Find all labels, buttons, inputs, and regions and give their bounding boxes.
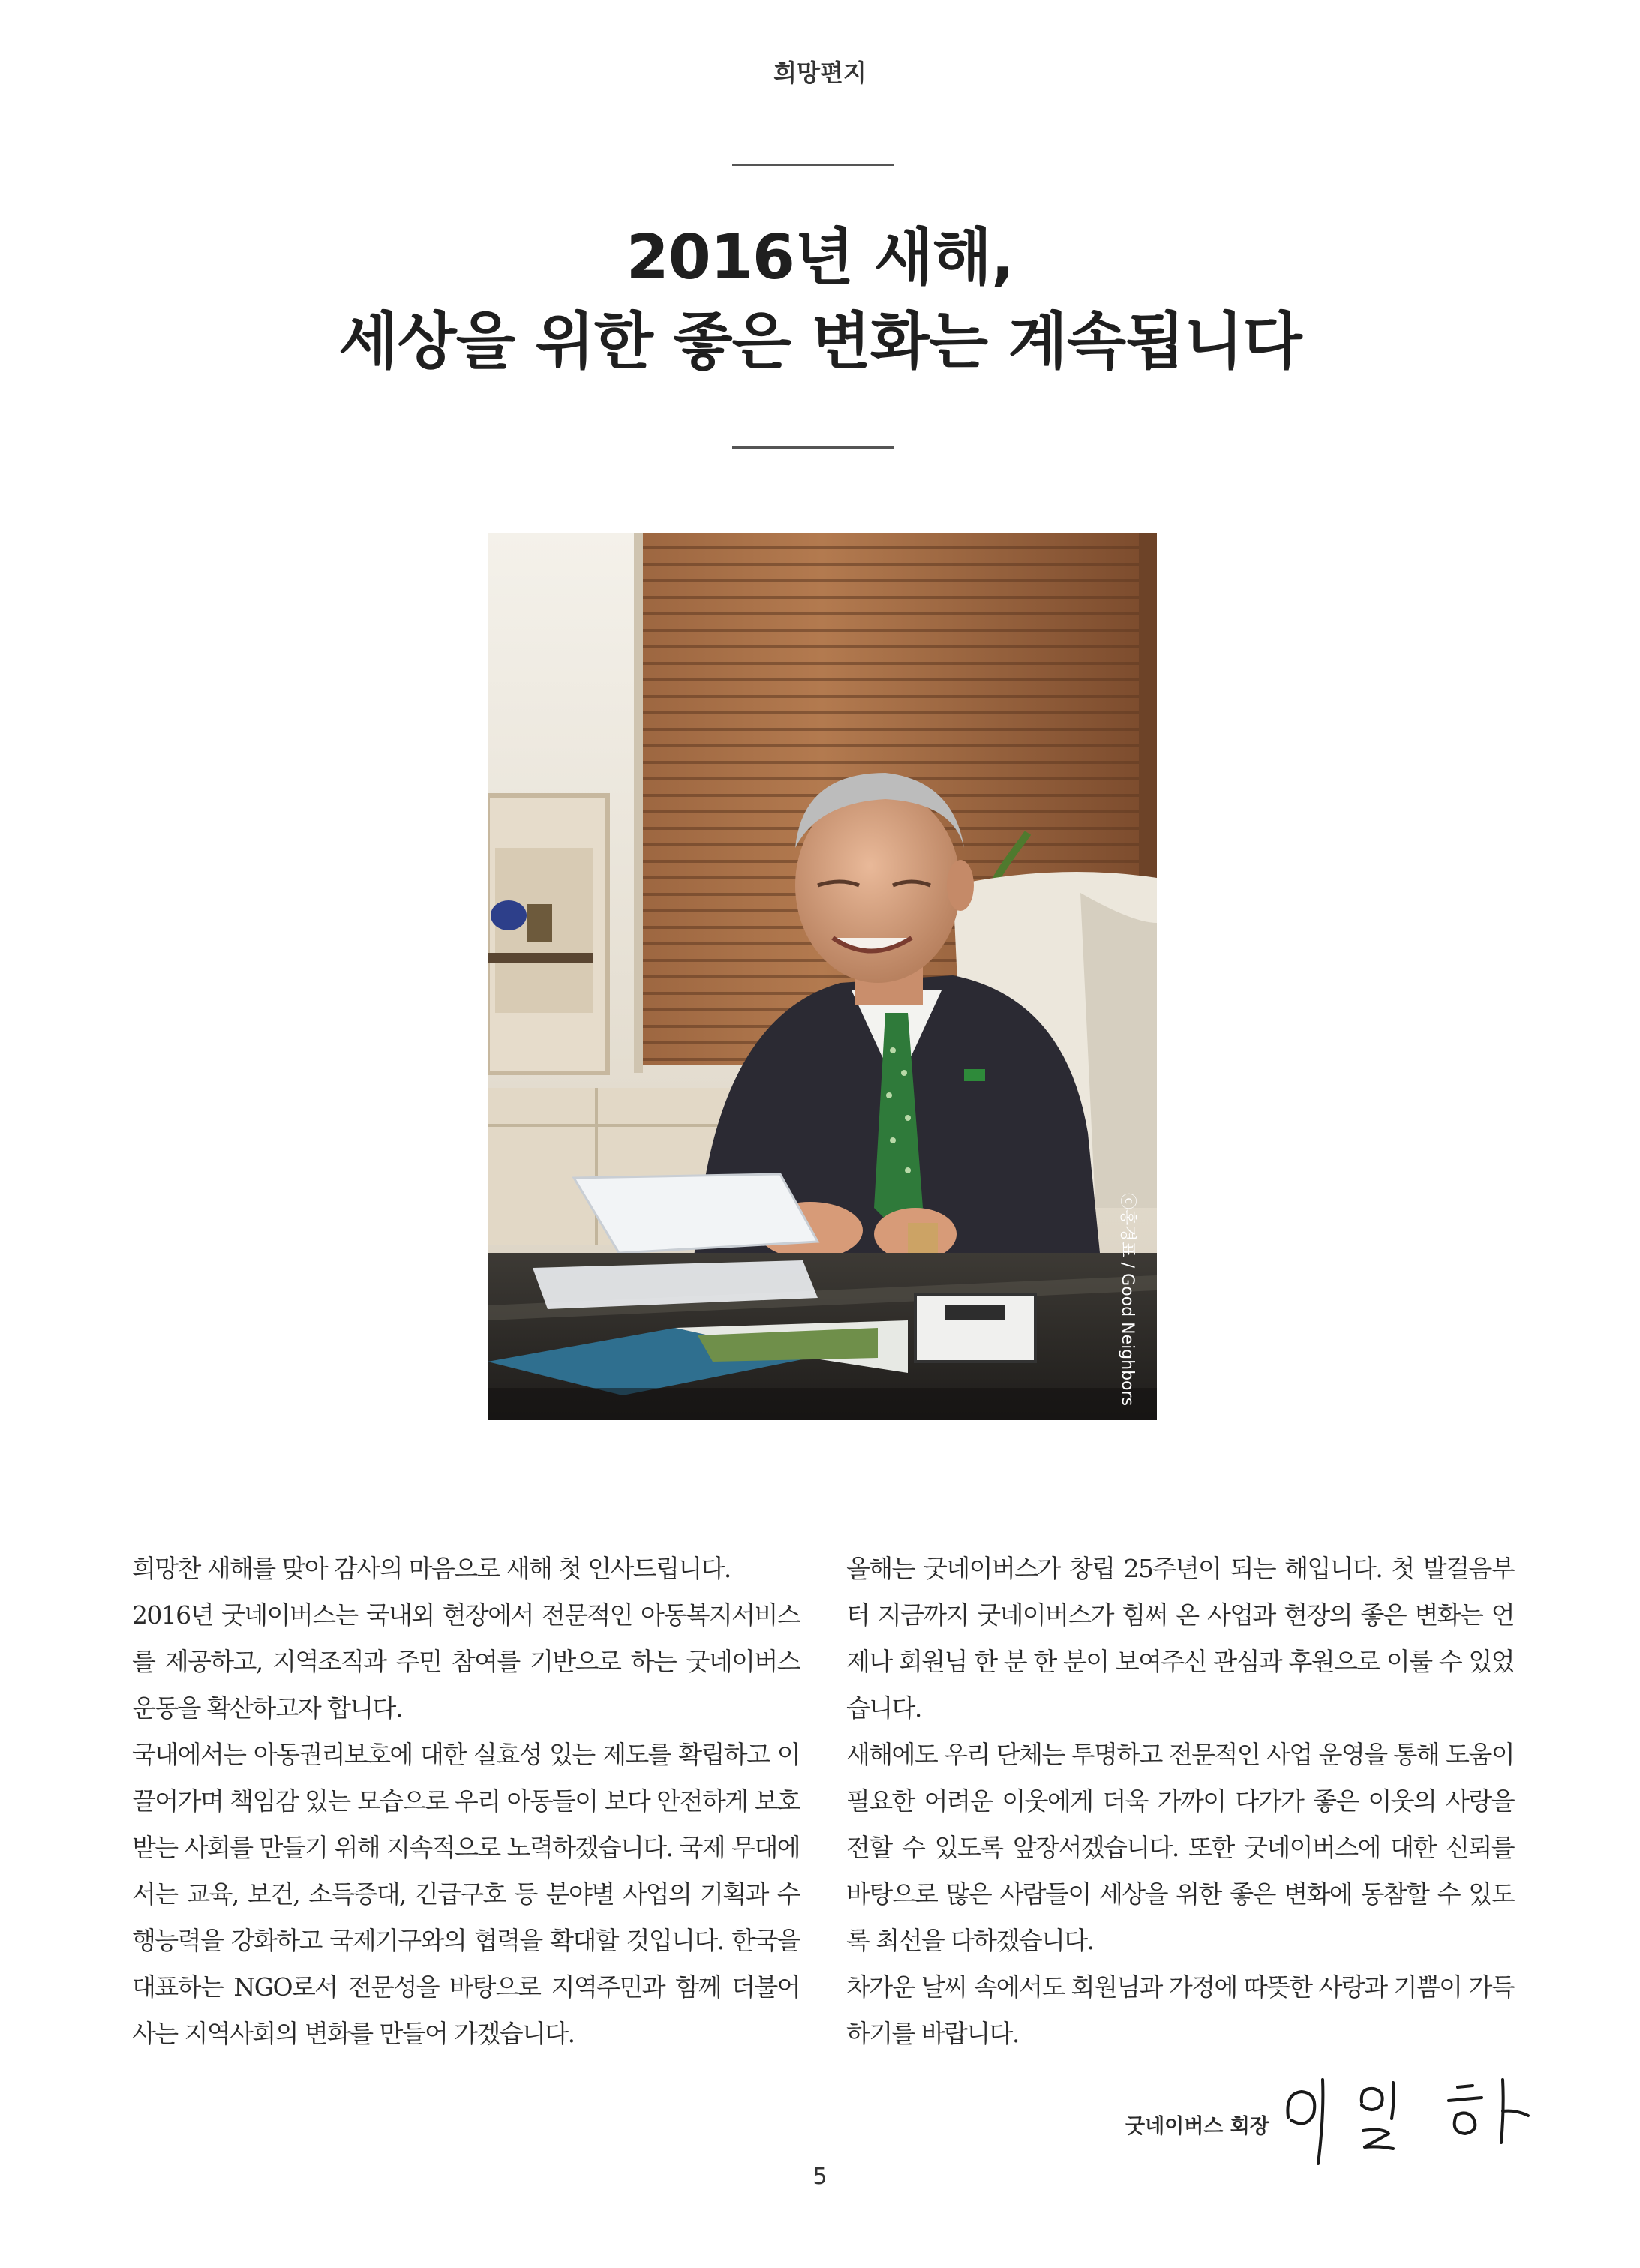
- section-label: 희망편지: [773, 59, 867, 87]
- signatory-title: 굿네이버스 회장: [1125, 2115, 1269, 2138]
- page-number: 5: [812, 2164, 828, 2190]
- letter-paragraph: 2016년 굿네이버스는 국내외 현장에서 전문적인 아동복지서비스를 제공하고, 지역조직과 주민 참여를 기반으로 하는 굿네이버스 운동을 확산하고자 합니다.: [132, 1600, 800, 1723]
- letter-paragraph: 국내에서는 아동권리보호에 대한 실효성 있는 제도를 확립하고 이끌어가며 책임감 있는 모습으로 우리 아동들이 보다 안전하게 보호받는 사회를 만들기 위해 지속적으로 노력하겠습니다. 국제 무대에서는 교육, 보건, 소득증대, 긴급구호 등 분야별 사업의 기획과 수행능력을 강화하고 국제기구와의 협력을 확대할 것입니다. 한국을 대표하는 NGO로서 전문성을 바탕으로 지역주민과 함께 더불어 사는 지역사회의 변화를 만들어 가겠습니다.: [132, 1740, 800, 2048]
- page-title: [0, 216, 1640, 384]
- portrait-photo-illustration: [488, 533, 1157, 1420]
- portrait-photo: [488, 533, 1157, 1420]
- letter-paragraph: 올해는 굿네이버스가 창립 25주년이 되는 해입니다. 첫 발걸음부터 지금까지 굿네이버스가 힘써 온 사업과 현장의 좋은 변화는 언제나 회원님 한 분 한 분이 보여주신 관심과 후원으로 이룰 수 있었습니다.: [846, 1554, 1514, 1723]
- photo-credit: ⓒ홍경표 / Good Neighbors: [1118, 1193, 1137, 1407]
- letter-paragraph: 새해에도 우리 단체는 투명하고 전문적인 사업 운영을 통해 도움이 필요한 어려운 이웃에게 더욱 가까이 다가가 좋은 이웃의 사랑을 전할 수 있도록 앞장서겠습니다. 또한 굿네이버스에 대한 신뢰를 바탕으로 많은 사람들이 세상을 위한 좋은 변화에 동참할 수 있도록 최선을 다하겠습니다.: [846, 1740, 1514, 1955]
- letter-column-left: [132, 1546, 800, 2057]
- page-title-line-1: 2016년 새해,: [626, 222, 1014, 293]
- handwritten-signature: [1279, 2071, 1534, 2168]
- divider-bottom: [732, 446, 894, 449]
- page-title-line-2: 세상을 위한 좋은 변화는 계속됩니다: [338, 306, 1302, 377]
- letter-paragraph: 희망찬 새해를 맞아 감사의 마음으로 새해 첫 인사드립니다.: [132, 1554, 731, 1583]
- letter-paragraph: 차가운 날씨 속에서도 회원님과 가정에 따뜻한 사랑과 기쁨이 가득하기를 바랍니다.: [846, 1972, 1514, 2048]
- signature-block: [1125, 2071, 1545, 2168]
- letter-column-right: [846, 1546, 1514, 2057]
- divider-top: [732, 164, 894, 166]
